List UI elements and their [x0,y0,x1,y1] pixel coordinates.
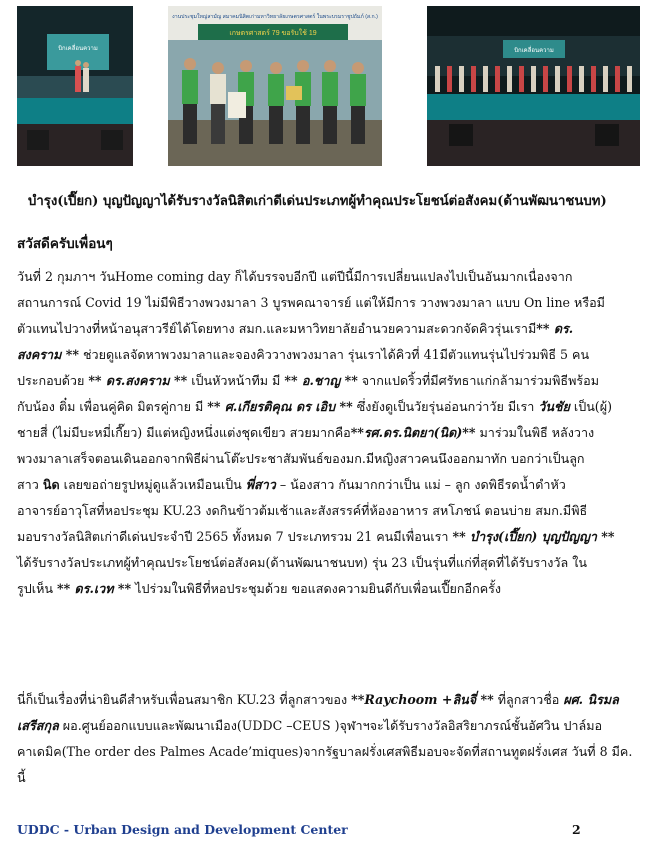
text-line: นี่ก็เป็นเรื่องที่น่ายินดีสำหรับเพื่อนสมาชิก KU.23 ที่ลูกสาวของ **Raychoom +ลินจี่ ** ที่ลูกสาวชื่อ ผศ. นิรมล [17,692,619,707]
svg-text:บิกเคลื่อนความ: บิกเคลื่อนความ [514,48,554,54]
photo-center-illustration [168,6,382,166]
svg-text:บิกเคลื่อนความ: บิกเคลื่อนความ [58,46,98,52]
text-line: ชายสี่ (ไม่มีบะหมี่เกี๊ยว) มีแต่หญิงหนึ่งแต่งชุดเขียว สวยมากคือ**รศ.ดร.นิตยา(นิด)** มาร่วมในพิธี หลังวาง [17,425,595,440]
text-line: ตัวแทนไปวางที่หน้าอนุสาวรีย์ได้โดยทาง สมก.และมหาวิทยาลัยอำนวยความสะดวกจัดคิวรุ่นเรามี** ดร. [17,321,574,336]
text-line: สถานการณ์ Covid 19 ไม่มีพิธีวางพวงมาลา 3 บูรพคณาจารย์ แต่ให้มีการ วางพวงมาลา แบบ On line หรือมี [17,295,605,310]
text-line: มอบรางวัลนิสิตเก่าดีเด่นประจำปี 2565 ทั้งหมด 7 ประเภทรวม 21 คนมีเพื่อนเรา ** บำรุง(เปี๊ยก) บุญปัญญา ** [17,529,615,544]
photo-right-illustration [427,6,640,166]
text-line: เสรีสกุล ผอ.ศูนย์ออกแบบและพัฒนาเมือง(UDDC –CEUS )จุฬาฯจะได้รับรางวัลอิสริยาภรณ์ชั้นอัศวิน ปาล์มอ [17,718,603,733]
text-line: นี้ [17,770,26,785]
svg-text:เกษตรศาสตร์ 79 ขอรับใช้ 19: เกษตรศาสตร์ 79 ขอรับใช้ 19 [229,30,317,37]
text-line: ประกอบด้วย ** ดร.สงคราม ** เป็นหัวหน้าทีม มี ** อ.ชาญ ** จากแปดริ้วที่มีศรัทธาแก่กล้ามาร่วมพิธีพร้อม [17,373,600,388]
text-line: ได้รับรางวัลประเภทผู้ทำคุณประโยชน์ต่อสังคม(ด้านพัฒนาชนบท) รุ่น 23 เป็นรุ่นที่แก่ที่สุดที่ได้รับรางวัล ใน [17,555,587,570]
award-photo-right [427,6,640,166]
photo-left-illustration [17,6,133,166]
text-line: สงคราม ** ช่วยดูแลจัดหาพวงมาลาและจองคิววางพวงมาลา รุ่นเราได้คิวที่ 41มีตัวแทนรุ่นไปร่วมพิธี 5 คน [17,347,590,362]
award-photo-left [17,6,133,166]
text-line: วันที่ 2 กุมภาฯ วันHome coming day ก็ได้บรรจบอีกปี แต่ปีนี้มีการเปลี่ยนแปลงไปเป็นอันมากเนื่องจาก [17,269,573,284]
page-number: 2 [572,822,581,837]
svg-text:งานประชุมใหญ่สามัญ สมาคมนิสิตเ: งานประชุมใหญ่สามัญ สมาคมนิสิตเก่ามหาวิทยาลัยเกษตรศาสตร์ ในพระบรมราชูปถัมภ์ (ส.ก.) [172,14,378,20]
text-line: สาว นิด เลยขอถ่ายรูปหมู่ดูแล้วเหมือนเป็น พี่สาว – น้องสาว กันมากกว่าเป็น แม่ – ลูก งดพิธีรดน้ำดำหัว [17,477,566,492]
text-line: รูปเห็น ** ดร.เวท ** ไปร่วมในพิธีที่หอประชุมด้วย ขอแสดงความยินดีกับเพื่อนเปี๊ยกอีกครั้ง [17,581,502,596]
text-line: คาเดมิค(The order des Palmes Acade’miques)จากรัฐบาลฝรั่งเศสพิธีมอบจะจัดที่สถานทูตฝรั่งเศส วันที่ 8 มีค. [17,744,633,759]
award-photo-center [168,6,382,166]
photo-caption: บำรุง(เปี๊ยก) บุญปัญญาได้รับรางวัลนิสิตเก่าดีเด่นประเภทผู้ทำคุณประโยชน์ต่อสังคม(ด้านพัฒนาชนบท) [28,194,607,209]
text-line: พวงมาลาเสร็จตอนเดินออกจากพิธีผ่านโต๊ะประชาสัมพันธ์ของมก.มีหญิงสาวคนนึงออกมาทัก บอกว่าเป็นลูก [17,451,585,466]
greeting: สวัสดีครับเพื่อนๆ [17,236,113,252]
text-line: อาจารย์อาวุโสที่หอประชุม KU.23 งดกินข้าวต้มเช้าและสังสรรค์ที่ห้องอาหาร สหโภชน์ ตอนบ่าย สมก.มีพิธี [17,503,588,518]
footer-organization: UDDC - Urban Design and Development Center [17,822,348,837]
text-line: กับน้อง ติ๋ม เพื่อนคู่คิด มิตรคู่กาย มี ** ศ.เกียรติคุณ ดร เอิบ ** ซึ่งยังดูเป็นวัยรุ่นอ่อนกว่าวัย มีเรา วันชัย เป็น(ผู้) [17,399,613,414]
